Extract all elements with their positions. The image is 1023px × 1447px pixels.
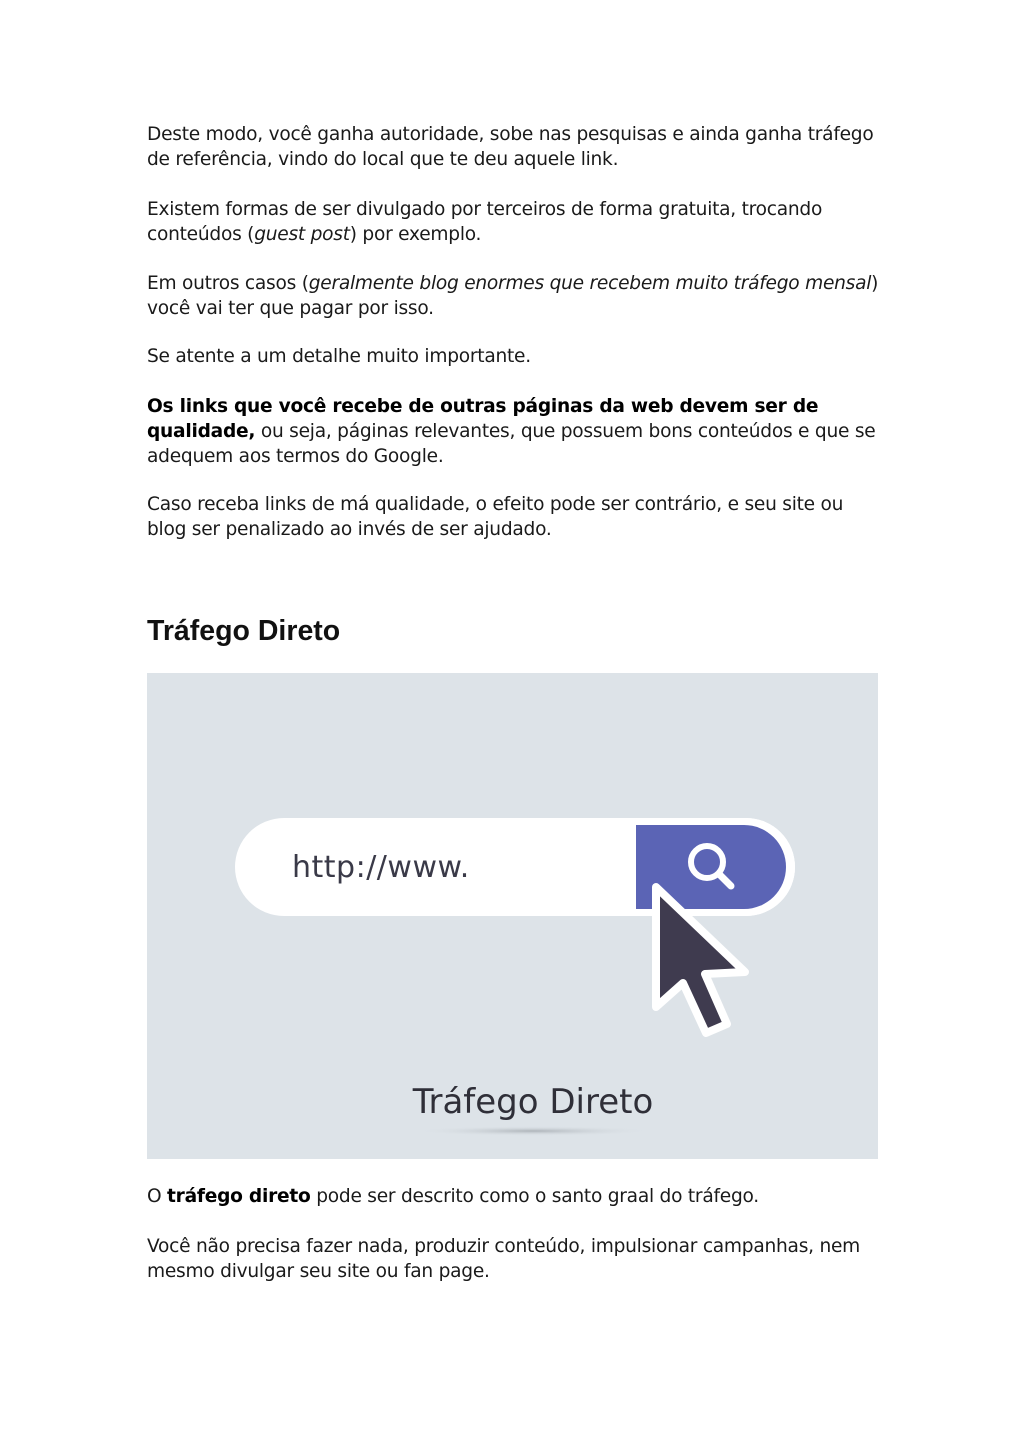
illustration-svg bbox=[147, 673, 878, 1159]
url-text: http://www. bbox=[292, 850, 470, 885]
address-bar bbox=[235, 818, 795, 916]
italic-big-blogs: geralmente blog enormes que recebem muito tráfego mensal bbox=[308, 273, 872, 294]
paragraph-text: ou seja, páginas relevantes, que possuem bons conteúdos e que se adequem aos termos do Google. bbox=[147, 421, 876, 467]
direct-traffic-illustration bbox=[147, 673, 878, 1159]
paragraph-guest-post bbox=[147, 197, 882, 247]
paragraph-text: ) por exemplo. bbox=[349, 224, 482, 245]
paragraph-no-effort: Você não precisa fazer nada, produzir conteúdo, impulsionar campanhas, nem mesmo divulgar seu site ou fan page. bbox=[147, 1236, 861, 1282]
italic-guest-post: guest post bbox=[254, 224, 350, 245]
paragraph-direct-traffic bbox=[147, 1184, 882, 1209]
paragraph-authority: Deste modo, você ganha autoridade, sobe nas pesquisas e ainda ganha tráfego de referência, vindo do local que te deu aquele link. bbox=[147, 124, 874, 170]
section-heading: Tráfego Direto bbox=[147, 615, 341, 647]
paragraph-text: Em outros casos ( bbox=[147, 273, 309, 294]
paragraph-quality-links bbox=[147, 394, 882, 469]
paragraph-paid bbox=[147, 271, 882, 321]
paragraph-attention: Se atente a um detalhe muito importante. bbox=[147, 346, 531, 367]
caption-shadow bbox=[415, 1126, 651, 1136]
paragraph-text: Existem formas de ser divulgado por terceiros de forma gratuita, trocando conteúdos ( bbox=[147, 199, 823, 245]
paragraph-text: ) você vai ter que pagar por isso. bbox=[147, 273, 879, 319]
paragraph-text: pode ser descrito como o santo graal do tráfego. bbox=[310, 1186, 759, 1207]
bold-quality-links: Os links que você recebe de outras páginas da web devem ser de qualidade, bbox=[147, 396, 819, 442]
paragraph-text: O bbox=[147, 1186, 168, 1207]
paragraph-bad-links: Caso receba links de má qualidade, o efeito pode ser contrário, e seu site ou blog ser penalizado ao invés de ser ajudado. bbox=[147, 494, 844, 540]
bold-direct-traffic: tráfego direto bbox=[167, 1186, 311, 1207]
illustration-caption: Tráfego Direto bbox=[412, 1082, 654, 1122]
